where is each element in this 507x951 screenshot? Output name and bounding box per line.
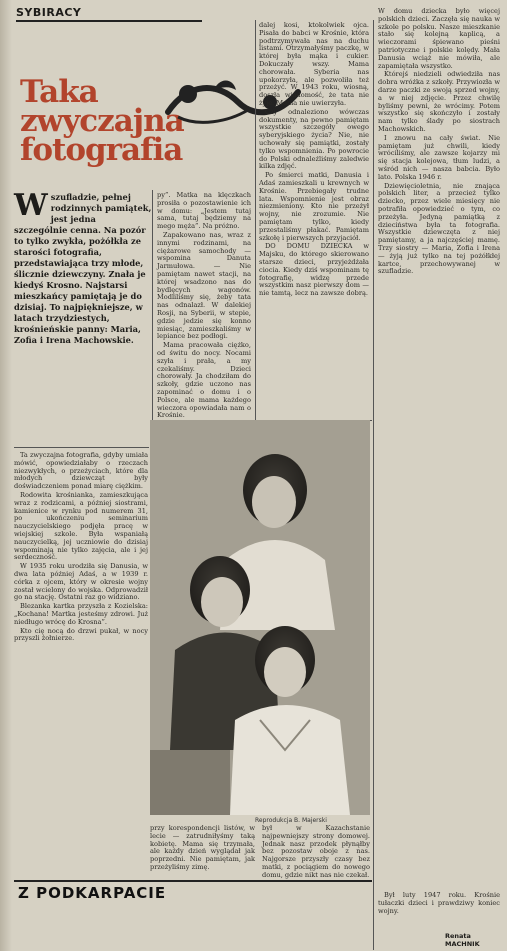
- paragraph: Którejś niedzieli odwiedziła nas dobra wróżka z szkoły. Przywiozła w darze paczki ze swoją sprzed wojny, a w niej zdjęcie. Przez chwilę byliśmy pewni, że wrócimy. Potem wszystko się skończyło i zostały nam tylko ślady po siostrach Machowskich.: [378, 70, 500, 133]
- paragraph: DO DOMU DZIECKA w Majsku, do którego skierowano starsze dzieci, przyjeżdżała ciocia. Kiedy dziś wspominam tę fotografię, widzę przede wszystkim nasz pierwszy dom — nie tamtą, lecz na zawsze dobrą.: [259, 242, 369, 298]
- historical-photo: [150, 420, 370, 815]
- article-column-4-end: [378, 892, 500, 926]
- section-label: SYBIRACY: [16, 6, 82, 19]
- column-divider: [373, 20, 374, 950]
- paragraph: W domu dziecka było więcej polskich dzieci. Zaczęła się nauka w szkole po polsku. Nasze mieszkanie stało się kolejną kaplicą, a wieczorami śpiewano pieśni patriotyczne i polskie kolędy. Mała Danusia wciąż nie mówiła, ale zapamiętała wszystko.: [378, 7, 500, 70]
- paragraph: Mama pracowała ciężko, od świtu do nocy. Nocami szyła i prała, a my czekaliśmy. Dzieci chorowały. Ja chodziłam do szkoły, gdzie uczono nas zapominać o domu i o Polsce, ale mama każdego wieczora opowiadała nam o Krośnie.: [157, 341, 251, 420]
- footer-rule: [14, 880, 372, 882]
- article-column-2-bottom: [150, 825, 255, 887]
- headline-line-3: fotografia: [20, 132, 183, 168]
- article-column-3: [259, 22, 369, 417]
- article-column-2: [157, 191, 251, 420]
- lead-drop-cap: W: [14, 188, 48, 223]
- paragraph: py”. Matka na klęczkach prosiła o pozostawienie ich w domu: „Jestem tutaj sama, tutaj będziemy na mego męża”. Na próżno.: [157, 191, 251, 231]
- three-sisters-portrait-image: [150, 420, 370, 815]
- paragraph: przy korespondencji listów, w lecie — zatrudniłyśmy taką kobietę. Mama się trzymała, ale każdy dzień wyglądał jak poprzedni. Nie pamiętam, jak przeżyliśmy zimę.: [150, 824, 255, 871]
- column-divider: [152, 190, 153, 430]
- article-column-3-bottom: [262, 825, 370, 887]
- paragraph: Zapakowano nas, wraz z innymi rodzinami, na ciężarowe samochody — wspomina Danuta Jarmułowa. — Nie pamiętam nawet stacji, na której wsadzono nas do bydlęcych wagonów. Modliliśmy się, żeby tata nas odnalazł. W dalekiej Rosji, na Syberii, w stepie, gdzie jedzie się konno miesiąc, zamieszkaliśmy w lepiance bez podłogi.: [157, 230, 251, 341]
- paragraph: Ta zwyczajna fotografia, gdyby umiała mówić, opowiedziałaby o rzeczach niezwykłych, o przeżyciach, które dla młodych dziewcząt były doświadczeniem ponad miarę ciężkim.: [14, 451, 148, 491]
- paragraph: Blezanka kartka przyszła z Kozielska: „Kochana! Martka jesteśmy zdrowi. Już niedługo wrócę do Krosna”.: [14, 602, 148, 626]
- lead-bottom-rule: [14, 447, 149, 448]
- paragraph: I znowu na cały świat. Nie pamiętam już chwili, kiedy wróciliśmy, ale zawsze kojarzy mi się stacja kolejowa, tłum ludzi, a wśród nich — nasza babcia. Było lato. Polska 1946 r.: [378, 133, 500, 181]
- paragraph: W 1935 roku urodziła się Danusia, w dwa lata później Adaś, a w 1939 r. córka z ojcem, który w okresie wojny został wcielony do wojska. Odprowadził go na stację. Ostatni raz go widziano.: [14, 562, 148, 602]
- paragraph: dalej kosi, ktokolwiek ojca. Pisała do babci w Krośnie, która podtrzymywała nas na duchu listami. Otrzymałyśmy paczkę, w której była mąka i cukier. Dokuczały wszy. Mama chorowała. Syberia nas upokorzyła, ale pozwoliła też przeżyć. W 1943 roku, wiosną, doszła wiadomość, że tata nie żyje. Mama nie uwierzyła.: [259, 21, 369, 107]
- paragraph: Po śmierci matki, Danusia i Adaś zamieszkali u krewnych w Krośnie. Przebiegały trudne lata. Wspomnienie jest obraz niezmieniony. Kto nie przeżył wojny, nie zrozumie. Nie pamiętam tylko, kiedy przestaliśmy płakać. Pamiętam szkołę i pierwszych przyjaciół.: [259, 171, 369, 242]
- article-lead: [14, 188, 152, 360]
- column-divider: [255, 20, 256, 425]
- paragraph: Był luty 1947 roku. Krośnie tułaczki dzieci i prawdziwy koniec wojny.: [378, 891, 500, 915]
- footer-publication-logo: Z PODKARPACIE: [18, 884, 167, 902]
- top-rule: [16, 20, 202, 22]
- article-column-4: [378, 8, 500, 888]
- page-fold-shadow: [0, 0, 12, 951]
- paragraph: był w Kazachstanie najpewniejszy strony domowej. Jednak nasz przodek płynąłby bez pozostaw oboje z nas. Najgorsze przyszły czasy bez matki, z pociągiem do nowego domu, gdzie nikt nas nie czekał.: [262, 824, 370, 879]
- paragraph: Czy odnaleziono wówczas dokumenty, na pewno pamiętam wszystkie szczegóły owego syberyjskiego życia? Nie, nie uchowały się pamiątki, zostały tylko wspomnienia. Po powrocie do Polski odnaleźliśmy zaledwie kilka zdjęć.: [259, 107, 369, 171]
- paragraph: Rodowita krośnianka, zamieszkująca wraz z rodzicami, a później siostrami, kamienice w rynku pod numerem 31, po ukończeniu seminarium nauczycielskiego podjęła pracę w wiejskiej szkole. Była wspaniałą nauczycielką, jej uczniowie do dzisiaj wspominają nie tylko zajęcia, ale i jej serdeczność.: [14, 490, 148, 562]
- author-byline: Renata MACHNIK: [445, 932, 480, 948]
- lead-text: szufladzie, pełnej rodzinnych pamiątek, jest jedna szczególnie cenna. Na pozór to tylko zwykła, pożółkła ze starości fotografia, przedstawiająca trzy młode, ślicznie dziewczyny. Znała je kiedyś Krosno. Najstarsi mieszkańcy pamiętają je do dzisiaj. To najpiękniejsze, w latach trzydziestych, krośnieńskie panny: Maria, Zofia i Irena Machowskie.: [14, 192, 152, 345]
- paragraph: Dziewięcioletnia, nie znająca polskich liter, a przecież tylko dziecko, przez wiele miesięcy nie potrafiła opowiedzieć o tym, co przeżyła. Jedyną pamiątką z dzieciństwa była ta fotografia. Wszystkie dziewczęta z niej pamiętamy, a ja najczęściej mamę. Trzy siostry — Maria, Zofia i Irena — żyją już tylko na tej pożółkłej kartce, przechowywanej w szufladzie.: [378, 181, 500, 276]
- headline-line-2: zwyczajna: [20, 103, 184, 139]
- headline-line-1: Taka: [20, 74, 98, 110]
- photo-caption: Reprodukcja B. Majerski: [255, 817, 327, 824]
- paragraph: Kto cię nocą do drzwi pukał, w nocy przyszli żołnierze.: [14, 626, 148, 643]
- article-column-1: [14, 452, 148, 867]
